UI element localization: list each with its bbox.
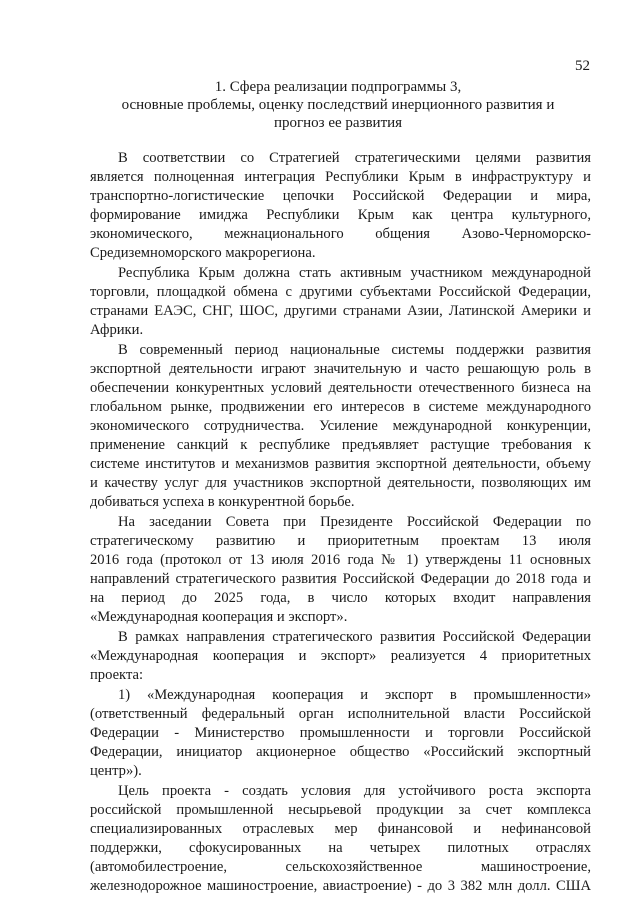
text-line: 1) «Международная кооперация и экспорт в промышленности» — [118, 687, 591, 703]
text-line: В рамках направления стратегического развития Российской Федерации — [118, 629, 591, 645]
heading-line: прогноз ее развития — [273, 115, 403, 131]
paragraph-strategy — [90, 149, 591, 263]
text-line: странами ЕАЭС, СНГ, ШОС, другими странами Азии, Латинской Америки и — [90, 303, 591, 319]
paragraph-council — [90, 513, 591, 627]
text-line: железнодорожное машиностроение, авиастроение) - до 3 382 млн долл. США — [90, 878, 591, 894]
paragraph-priority-projects — [90, 628, 591, 685]
text-line: (автомобилестроение, сельскохозяйственное машиностроение, — [90, 859, 591, 875]
text-line: проекта: — [90, 667, 144, 683]
page-number: 52 — [575, 58, 590, 74]
heading-line: основные проблемы, оценку последствий инерционного развития и — [121, 97, 555, 113]
paragraph-project-1 — [90, 686, 591, 781]
text-line: В соответствии со Стратегией стратегическими целями развития — [118, 150, 591, 166]
text-line: добиваться успеха в конкурентной борьбе. — [90, 494, 355, 510]
text-line: «Международная кооперация и экспорт» реализуется 4 приоритетных — [90, 648, 591, 664]
text-line: обеспечении конкурентных условий деятельности отечественного бизнеса на — [90, 380, 591, 396]
text-line: торговли, площадкой обмена с другими субъектами Российской Федерации, — [90, 284, 591, 300]
text-line: «Международная кооперация и экспорт». — [90, 609, 348, 625]
text-line: российской промышленной несырьевой продукции за счет комплекса — [90, 802, 591, 818]
text-line: на период до 2025 года, в число которых входит направления — [90, 590, 591, 606]
heading-line: 1. Сфера реализации подпрограммы 3, — [214, 79, 462, 95]
text-line: поддержки, сфокусированных на четырех пилотных отраслях — [90, 840, 591, 856]
text-line: На заседании Совета при Президенте Российской Федерации по — [118, 514, 591, 530]
text-line: В современный период национальные системы поддержки развития — [118, 342, 591, 358]
text-line: Федерации, инициатор акционерное общество «Российский экспортный — [90, 744, 591, 760]
text-line: центр»). — [90, 763, 142, 779]
text-line: экономического сотрудничества. Усиление международной конкуренции, — [90, 418, 591, 434]
text-line: 2016 года (протокол от 13 июля 2016 года № 1) утверждены 11 основных — [90, 552, 591, 568]
text-line: Средиземноморского макрорегиона. — [90, 245, 316, 261]
text-line: Республика Крым должна стать активным участником международной — [118, 265, 591, 281]
text-line: экспортной деятельности играют значительную и часто решающую роль в — [90, 361, 591, 377]
text-line: Федерации - Министерство промышленности и торговли Российской — [90, 725, 591, 741]
text-line: Африки. — [90, 322, 144, 338]
text-line: формирование имиджа Республики Крым как центра культурного, — [90, 207, 591, 223]
text-line: Цель проекта - создать условия для устойчивого роста экспорта — [118, 783, 591, 799]
paragraph-trade — [90, 264, 591, 340]
document-body — [90, 149, 591, 897]
text-line: является полноценная интеграция Республики Крым в инфраструктуру и — [90, 169, 591, 185]
text-line: стратегическому развитию и приоритетным проектам 13 июля — [90, 533, 591, 549]
text-line: транспортно-логистические цепочки Российской Федерации и мира, — [90, 188, 591, 204]
text-line: (ответственный федеральный орган исполнительной власти Российской — [90, 706, 591, 722]
paragraph-export-support — [90, 341, 591, 512]
text-line: применение санкций к республике предъявляет растущие требования к — [90, 437, 591, 453]
text-line: и качеству услуг для участников экспортной деятельности, позволяющих им — [90, 475, 591, 491]
text-line: направлений стратегического развития Российской Федерации до 2018 года и — [90, 571, 591, 587]
text-line: системе институтов и механизмов развития экспортной деятельности, объему — [90, 456, 591, 472]
text-line: глобальном рынке, продвижении его интересов в системе международного — [90, 399, 591, 415]
paragraph-project-goal — [90, 782, 591, 896]
text-line: экономического, межнационального общения Азово-Черноморско- — [90, 226, 591, 242]
section-heading — [88, 78, 588, 132]
text-line: специализированных отраслевых мер финансовой и нефинансовой — [90, 821, 591, 837]
